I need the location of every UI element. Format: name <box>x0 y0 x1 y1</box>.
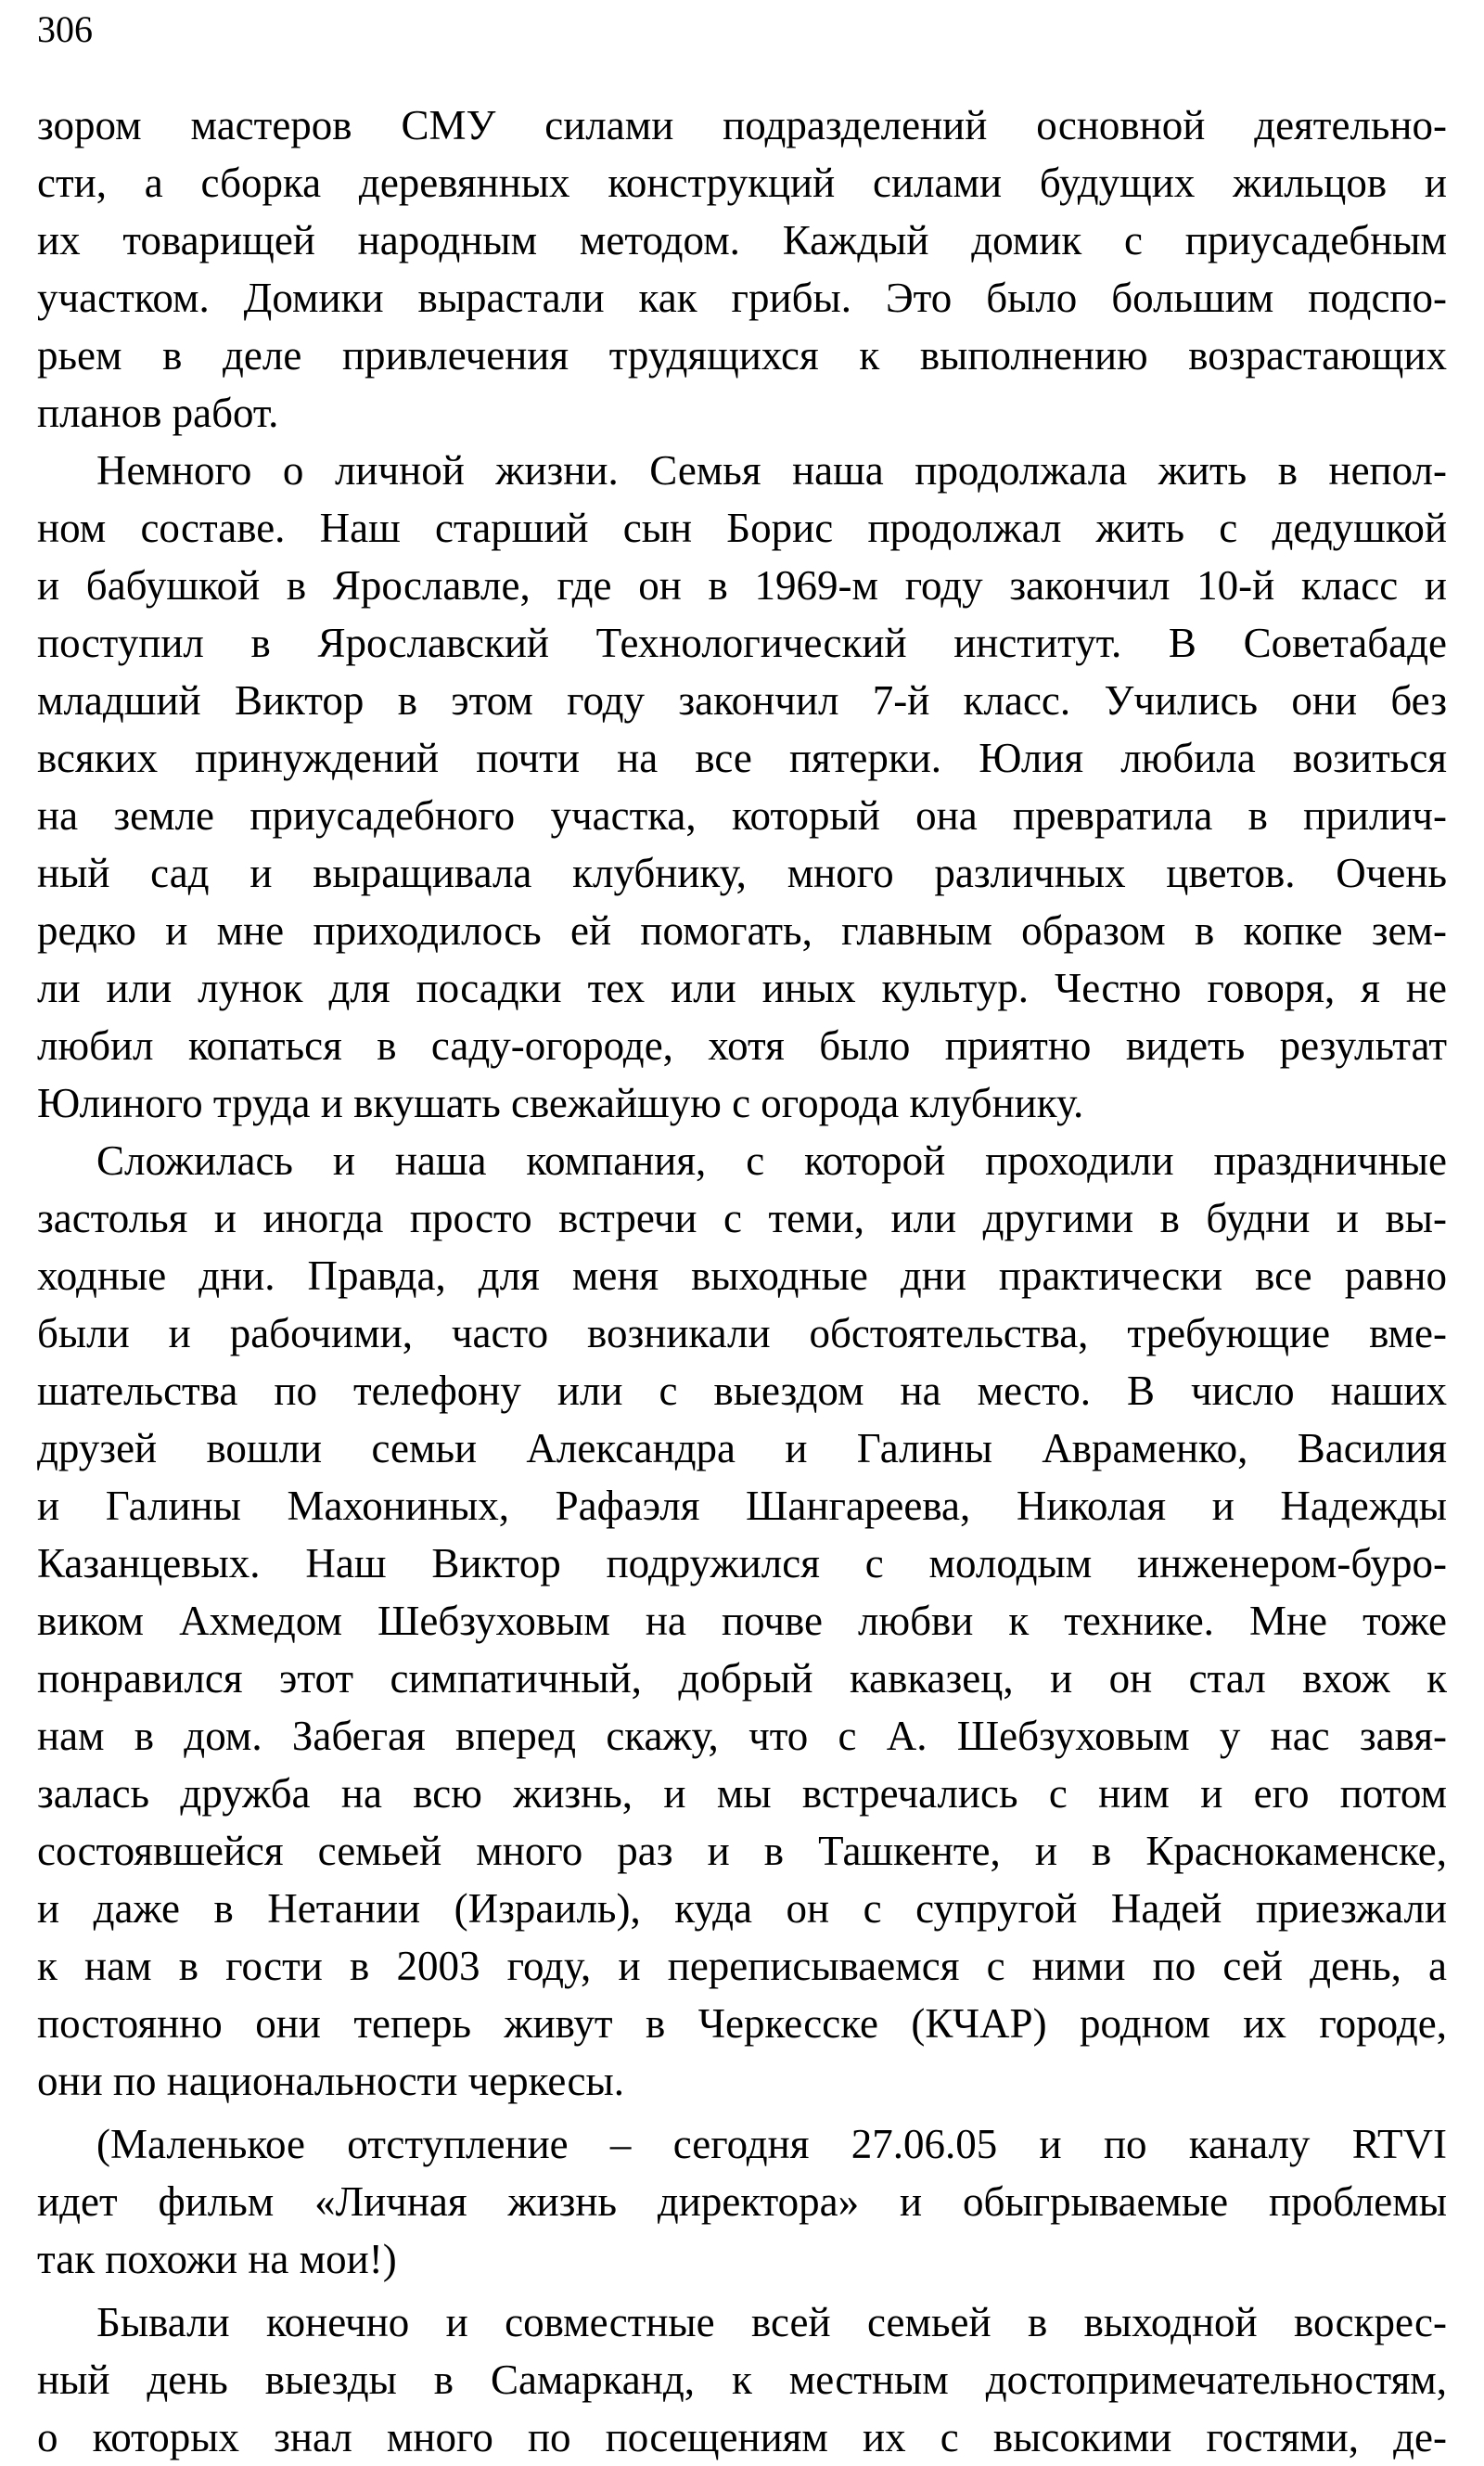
page-number: 306 <box>37 8 93 50</box>
text-line: всяких принуждений почти на все пятерки. Юлия любила возиться <box>37 735 1447 781</box>
text-line: понравился этот симпатичный, добрый кавказец, и он стал вхож к <box>37 1655 1447 1702</box>
text-line: были и рабочими, часто возникали обстоятельства, требующие вме- <box>37 1310 1447 1356</box>
text-line: планов работ. <box>37 390 279 436</box>
text-line: на земле приусадебного участка, который она превратила в прилич- <box>37 792 1447 839</box>
text-line: ный сад и выращивала клубнику, много различных цветов. Очень <box>37 850 1447 896</box>
text-line: состоявшейся семьей много раз и в Ташкенте, и в Краснокаменске, <box>37 1828 1447 1874</box>
text-line: ный день выезды в Самарканд, к местным достопримечательностям, <box>37 2357 1447 2403</box>
text-line: Немного о личной жизни. Семья наша продолжала жить в непол- <box>96 447 1447 494</box>
text-line: залась дружба на всю жизнь, и мы встречались с ним и его потом <box>37 1770 1447 1817</box>
text-line: Юлиного труда и вкушать свежайшую с огорода клубнику. <box>37 1080 1084 1126</box>
text-line: идет фильм «Личная жизнь директора» и обыгрываемые проблемы <box>37 2178 1447 2225</box>
text-line: о которых знал много по посещениям их с высокими гостями, де- <box>37 2414 1447 2460</box>
text-line: (Маленькое отступление – сегодня 27.06.05 и по каналу RTVI <box>96 2121 1447 2167</box>
text-line: участком. Домики вырастали как грибы. Это было большим подспо- <box>37 275 1447 321</box>
text-line: так похожи на мои!) <box>37 2236 397 2282</box>
text-line: младший Виктор в этом году закончил 7-й класс. Учились они без <box>37 677 1447 724</box>
text-line: Бывали конечно и совместные всей семьей в выходной воскрес- <box>96 2299 1447 2345</box>
text-line: они по национальности черкесы. <box>37 2058 624 2104</box>
text-line: и бабушкой в Ярославле, где он в 1969-м году закончил 10-й класс и <box>37 562 1447 609</box>
text-line: рьем в деле привлечения трудящихся к выполнению возрастающих <box>37 332 1447 379</box>
text-line: шательства по телефону или с выездом на место. В число наших <box>37 1368 1447 1414</box>
text-line: ходные дни. Правда, для меня выходные дни практически все равно <box>37 1252 1447 1299</box>
text-line: поступил в Ярославский Технологический институт. В Советабаде <box>37 620 1447 666</box>
text-line: Казанцевых. Наш Виктор подружился с молодым инженером-буро- <box>37 1540 1447 1586</box>
text-line: ном составе. Наш старший сын Борис продолжал жить с дедушкой <box>37 505 1447 551</box>
text-line: и даже в Нетании (Израиль), куда он с супругой Надей приезжали <box>37 1885 1447 1932</box>
text-line: зором мастеров СМУ силами подразделений основной деятельно- <box>37 102 1447 148</box>
text-line: любил копаться в саду-огороде, хотя было приятно видеть результат <box>37 1022 1447 1069</box>
text-line: друзей вошли семьи Александра и Галины Авраменко, Василия <box>37 1425 1447 1471</box>
text-line: Сложилась и наша компания, с которой проходили праздничные <box>96 1137 1447 1184</box>
body-text <box>37 96 1447 2466</box>
text-line: нам в дом. Забегая вперед скажу, что с А. Шебзуховым у нас завя- <box>37 1713 1447 1759</box>
text-line: виком Ахмедом Шебзуховым на почве любви к технике. Мне тоже <box>37 1598 1447 1644</box>
text-line: и Галины Махониных, Рафаэля Шангареева, Николая и Надежды <box>37 1483 1447 1529</box>
text-line: ли или лунок для посадки тех или иных культур. Честно говоря, я не <box>37 965 1447 1011</box>
text-line: их товарищей народным методом. Каждый домик с приусадебным <box>37 217 1447 263</box>
text-line: редко и мне приходилось ей помогать, главным образом в копке зем- <box>37 907 1447 954</box>
text-line: застолья и иногда просто встречи с теми, или другими в будни и вы- <box>37 1195 1447 1241</box>
text-line: сти, а сборка деревянных конструкций силами будущих жильцов и <box>37 160 1447 206</box>
text-line: постоянно они теперь живут в Черкесске (КЧАР) родном их городе, <box>37 2000 1447 2047</box>
text-line: к нам в гости в 2003 году, и переписываемся с ними по сей день, а <box>37 1943 1447 1989</box>
